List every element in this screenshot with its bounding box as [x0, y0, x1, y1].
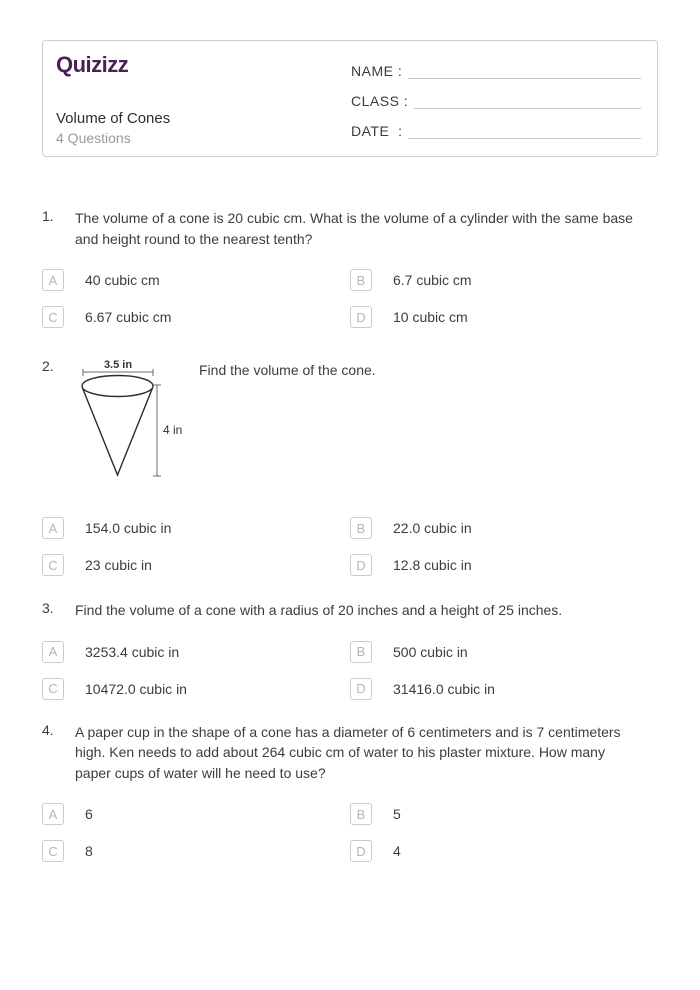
question-4-option-a[interactable] — [42, 803, 350, 825]
question-4-option-c[interactable] — [42, 840, 350, 862]
question-2-number: 2. — [42, 358, 54, 374]
date-field-row — [351, 119, 641, 139]
cone-diameter-label: 3.5 in — [103, 359, 133, 371]
option-text: 6.7 cubic cm — [393, 272, 472, 288]
header-card — [42, 40, 658, 157]
date-label: DATE : — [351, 123, 403, 139]
option-text: 40 cubic cm — [85, 272, 160, 288]
question-count: 4 Questions — [56, 130, 131, 146]
question-1-option-b[interactable] — [350, 269, 658, 291]
option-text: 12.8 cubic in — [393, 557, 472, 573]
question-3-number: 3. — [42, 600, 54, 616]
title-block — [56, 110, 170, 146]
question-4-row — [42, 722, 658, 784]
question-3-options — [42, 641, 658, 700]
option-letter-box[interactable]: B — [350, 517, 372, 539]
option-letter-box[interactable]: C — [42, 840, 64, 862]
question-3-text: Find the volume of a cone with a radius of 20 inches and a height of 25 inches. — [75, 602, 563, 618]
question-3-option-d[interactable] — [350, 678, 658, 700]
question-2-row — [42, 358, 658, 485]
question-1-text: The volume of a cone is 20 cubic cm. What is the volume of a cylinder with the same base and height round to the nearest tenth? — [75, 210, 633, 247]
option-letter-box[interactable]: C — [42, 554, 64, 576]
question-4-option-b[interactable] — [350, 803, 658, 825]
question-4-text: A paper cup in the shape of a cone has a diameter of 6 centimeters and is 7 centimeters high. Ken needs to add about 264 cubic cm of water to his plaster mixture. How many paper cups of water will he need to use? — [75, 723, 621, 781]
option-text: 10472.0 cubic in — [85, 680, 187, 697]
option-letter-box[interactable]: B — [350, 803, 372, 825]
option-text: 23 cubic in — [85, 557, 152, 573]
option-letter-box[interactable]: A — [42, 641, 64, 663]
option-text: 8 — [85, 843, 93, 859]
question-3-option-a[interactable] — [42, 641, 350, 663]
option-text: 22.0 cubic in — [393, 520, 472, 536]
question-1-option-c[interactable] — [42, 306, 350, 328]
question-1-number: 1. — [42, 208, 54, 224]
name-input-line[interactable] — [408, 63, 641, 79]
question-2-options — [42, 517, 658, 576]
option-text: 500 cubic in — [393, 643, 468, 660]
option-letter-box[interactable]: A — [42, 803, 64, 825]
option-letter-box[interactable]: D — [350, 840, 372, 862]
question-2-option-a[interactable] — [42, 517, 350, 539]
header-fields — [351, 52, 641, 146]
quizizz-logo: Quizizz — [56, 52, 129, 77]
question-3 — [42, 600, 658, 700]
question-2-option-b[interactable] — [350, 517, 658, 539]
cone-diagram-svg — [75, 358, 187, 480]
question-4 — [42, 722, 658, 863]
option-letter-box[interactable]: A — [42, 269, 64, 291]
question-4-options — [42, 803, 658, 862]
option-text: 4 — [393, 843, 401, 859]
class-input-line[interactable] — [414, 93, 641, 109]
option-text: 3253.4 cubic in — [85, 643, 180, 660]
option-text: 31416.0 cubic in — [393, 680, 495, 697]
question-1-option-d[interactable] — [350, 306, 658, 328]
header-left — [56, 52, 170, 146]
option-letter-box[interactable]: C — [42, 678, 64, 700]
option-letter-box[interactable]: B — [350, 641, 372, 663]
worksheet-title: Volume of Cones — [56, 110, 171, 127]
option-text: 6 — [85, 806, 93, 822]
date-input-line[interactable] — [408, 123, 641, 139]
option-text: 5 — [393, 806, 401, 822]
cone-height-label: 4 in — [163, 423, 183, 437]
option-text: 10 cubic cm — [393, 309, 468, 325]
option-text: 154.0 cubic in — [85, 520, 172, 536]
question-4-option-d[interactable] — [350, 840, 658, 862]
question-3-option-b[interactable] — [350, 641, 658, 663]
question-2-option-d[interactable] — [350, 554, 658, 576]
question-3-row — [42, 600, 658, 621]
option-text: 6.67 cubic cm — [85, 309, 172, 325]
question-2 — [42, 358, 658, 576]
option-letter-box[interactable]: D — [350, 678, 372, 700]
question-2-text: Find the volume of the cone. — [199, 362, 376, 378]
cone-figure — [75, 358, 197, 485]
class-field-row — [351, 89, 641, 109]
question-1-option-a[interactable] — [42, 269, 350, 291]
question-1 — [42, 208, 658, 328]
option-letter-box[interactable]: D — [350, 306, 372, 328]
option-letter-box[interactable]: D — [350, 554, 372, 576]
class-label: CLASS : — [351, 93, 409, 109]
question-1-row — [42, 208, 658, 249]
option-letter-box[interactable]: B — [350, 269, 372, 291]
question-1-options — [42, 269, 658, 328]
question-4-number: 4. — [42, 721, 54, 738]
option-letter-box[interactable]: A — [42, 517, 64, 539]
name-label: NAME : — [351, 63, 403, 79]
name-field-row — [351, 59, 641, 79]
question-2-option-c[interactable] — [42, 554, 350, 576]
question-3-option-c[interactable] — [42, 678, 350, 700]
option-letter-box[interactable]: C — [42, 306, 64, 328]
